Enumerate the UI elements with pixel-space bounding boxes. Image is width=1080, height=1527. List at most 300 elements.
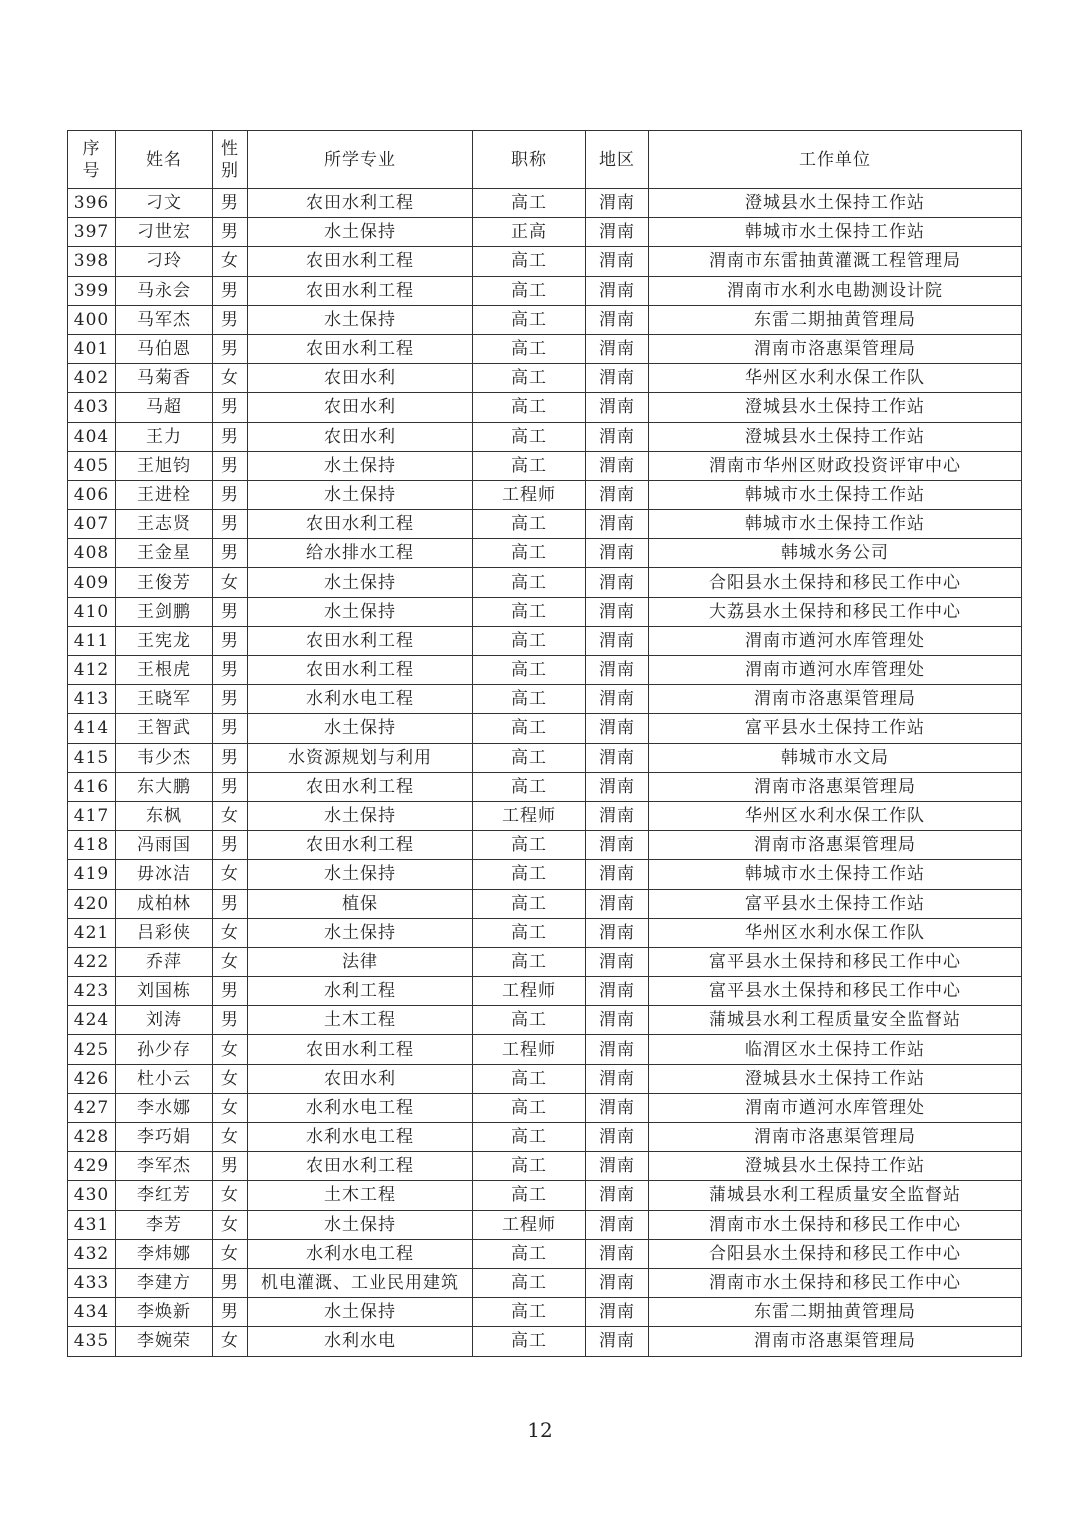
cell-unit: 渭南市洛惠渠管理局: [649, 831, 1022, 860]
table-row: [68, 801, 1022, 830]
cell-seq: 424: [68, 1006, 116, 1035]
cell-region: 渭南: [586, 1152, 649, 1181]
cell-gender: 男: [213, 276, 248, 305]
cell-major: 农田水利工程: [248, 626, 473, 655]
cell-name: 孙少存: [116, 1035, 213, 1064]
cell-major: 农田水利工程: [248, 510, 473, 539]
cell-gender: 男: [213, 539, 248, 568]
cell-gender: 男: [213, 334, 248, 363]
cell-region: 渭南: [586, 1327, 649, 1356]
cell-unit: 富平县水土保持和移民工作中心: [649, 977, 1022, 1006]
table-row: [68, 714, 1022, 743]
cell-title: 高工: [473, 626, 586, 655]
cell-unit: 渭南市遒河水库管理处: [649, 626, 1022, 655]
cell-seq: 414: [68, 714, 116, 743]
cell-region: 渭南: [586, 1210, 649, 1239]
cell-name: 吕彩侠: [116, 918, 213, 947]
cell-unit: 澄城县水土保持工作站: [649, 422, 1022, 451]
cell-unit: 渭南市洛惠渠管理局: [649, 1123, 1022, 1152]
col-header-name: 姓名: [116, 131, 213, 189]
cell-title: 工程师: [473, 801, 586, 830]
cell-title: 高工: [473, 276, 586, 305]
cell-name: 王剑鹏: [116, 597, 213, 626]
cell-gender: 女: [213, 568, 248, 597]
col-header-major: 所学专业: [248, 131, 473, 189]
cell-gender: 女: [213, 364, 248, 393]
cell-region: 渭南: [586, 1123, 649, 1152]
cell-region: 渭南: [586, 451, 649, 480]
cell-seq: 416: [68, 772, 116, 801]
table-row: [68, 1006, 1022, 1035]
cell-region: 渭南: [586, 714, 649, 743]
cell-name: 李芳: [116, 1210, 213, 1239]
cell-major: 水土保持: [248, 714, 473, 743]
cell-name: 李婉荣: [116, 1327, 213, 1356]
cell-title: 高工: [473, 1239, 586, 1268]
cell-name: 冯雨国: [116, 831, 213, 860]
cell-major: 农田水利工程: [248, 276, 473, 305]
cell-seq: 421: [68, 918, 116, 947]
cell-seq: 397: [68, 218, 116, 247]
cell-seq: 403: [68, 393, 116, 422]
cell-region: 渭南: [586, 218, 649, 247]
cell-gender: 女: [213, 1181, 248, 1210]
cell-name: 王晓军: [116, 685, 213, 714]
cell-seq: 396: [68, 189, 116, 218]
cell-major: 土木工程: [248, 1006, 473, 1035]
table-row: [68, 364, 1022, 393]
table-row: [68, 189, 1022, 218]
table-row: [68, 218, 1022, 247]
col-header-title: 职称: [473, 131, 586, 189]
table-row: [68, 334, 1022, 363]
cell-major: 农田水利工程: [248, 1152, 473, 1181]
cell-region: 渭南: [586, 918, 649, 947]
cell-seq: 400: [68, 305, 116, 334]
cell-seq: 404: [68, 422, 116, 451]
cell-unit: 渭南市洛惠渠管理局: [649, 334, 1022, 363]
cell-name: 乔萍: [116, 947, 213, 976]
cell-gender: 男: [213, 1006, 248, 1035]
cell-gender: 男: [213, 451, 248, 480]
cell-name: 东大鹏: [116, 772, 213, 801]
cell-unit: 蒲城县水利工程质量安全监督站: [649, 1006, 1022, 1035]
cell-region: 渭南: [586, 597, 649, 626]
cell-seq: 419: [68, 860, 116, 889]
cell-major: 水土保持: [248, 1210, 473, 1239]
cell-title: 工程师: [473, 1210, 586, 1239]
cell-title: 正高: [473, 218, 586, 247]
cell-seq: 430: [68, 1181, 116, 1210]
cell-unit: 东雷二期抽黄管理局: [649, 1298, 1022, 1327]
cell-major: 农田水利工程: [248, 334, 473, 363]
cell-title: 高工: [473, 568, 586, 597]
cell-region: 渭南: [586, 276, 649, 305]
cell-title: 高工: [473, 1064, 586, 1093]
cell-title: 高工: [473, 1268, 586, 1297]
cell-name: 王俊芳: [116, 568, 213, 597]
cell-unit: 华州区水利水保工作队: [649, 801, 1022, 830]
cell-title: 高工: [473, 831, 586, 860]
cell-major: 水土保持: [248, 597, 473, 626]
cell-unit: 富平县水土保持工作站: [649, 889, 1022, 918]
table-row: [68, 597, 1022, 626]
cell-major: 水利水电工程: [248, 1239, 473, 1268]
cell-name: 马永会: [116, 276, 213, 305]
cell-seq: 406: [68, 480, 116, 509]
cell-title: 工程师: [473, 977, 586, 1006]
cell-title: 高工: [473, 743, 586, 772]
cell-gender: 女: [213, 1093, 248, 1122]
cell-gender: 男: [213, 656, 248, 685]
cell-unit: 韩城市水土保持工作站: [649, 218, 1022, 247]
cell-region: 渭南: [586, 772, 649, 801]
cell-seq: 399: [68, 276, 116, 305]
cell-unit: 渭南市洛惠渠管理局: [649, 685, 1022, 714]
cell-gender: 男: [213, 743, 248, 772]
table-row: [68, 1210, 1022, 1239]
cell-title: 高工: [473, 947, 586, 976]
cell-region: 渭南: [586, 480, 649, 509]
cell-name: 王力: [116, 422, 213, 451]
cell-region: 渭南: [586, 510, 649, 539]
cell-seq: 435: [68, 1327, 116, 1356]
table-row: [68, 1035, 1022, 1064]
cell-title: 高工: [473, 1152, 586, 1181]
cell-name: 王志贤: [116, 510, 213, 539]
cell-name: 李军杰: [116, 1152, 213, 1181]
cell-seq: 408: [68, 539, 116, 568]
page-number: 12: [527, 1418, 553, 1442]
cell-seq: 431: [68, 1210, 116, 1239]
cell-title: 高工: [473, 539, 586, 568]
table-row: [68, 1268, 1022, 1297]
cell-region: 渭南: [586, 568, 649, 597]
cell-seq: 425: [68, 1035, 116, 1064]
table-row: [68, 889, 1022, 918]
cell-gender: 女: [213, 918, 248, 947]
cell-major: 农田水利工程: [248, 189, 473, 218]
cell-name: 李水娜: [116, 1093, 213, 1122]
cell-name: 李红芳: [116, 1181, 213, 1210]
cell-region: 渭南: [586, 1035, 649, 1064]
cell-seq: 402: [68, 364, 116, 393]
cell-name: 刁玲: [116, 247, 213, 276]
cell-name: 李巧娟: [116, 1123, 213, 1152]
cell-gender: 男: [213, 1152, 248, 1181]
cell-title: 高工: [473, 364, 586, 393]
cell-major: 农田水利工程: [248, 1035, 473, 1064]
cell-gender: 男: [213, 889, 248, 918]
cell-major: 水土保持: [248, 305, 473, 334]
cell-name: 李焕新: [116, 1298, 213, 1327]
cell-seq: 405: [68, 451, 116, 480]
table-row: [68, 451, 1022, 480]
cell-major: 水利水电工程: [248, 685, 473, 714]
table-row: [68, 568, 1022, 597]
cell-title: 高工: [473, 393, 586, 422]
table-row: [68, 1298, 1022, 1327]
cell-unit: 华州区水利水保工作队: [649, 918, 1022, 947]
cell-major: 法律: [248, 947, 473, 976]
cell-region: 渭南: [586, 1181, 649, 1210]
cell-title: 高工: [473, 860, 586, 889]
cell-seq: 411: [68, 626, 116, 655]
table-row: [68, 247, 1022, 276]
cell-unit: 渭南市华州区财政投资评审中心: [649, 451, 1022, 480]
cell-title: 高工: [473, 247, 586, 276]
cell-seq: 420: [68, 889, 116, 918]
cell-gender: 女: [213, 247, 248, 276]
cell-title: 高工: [473, 1006, 586, 1035]
cell-major: 农田水利工程: [248, 772, 473, 801]
cell-seq: 433: [68, 1268, 116, 1297]
cell-name: 王宪龙: [116, 626, 213, 655]
table-row: [68, 947, 1022, 976]
cell-title: 高工: [473, 597, 586, 626]
cell-unit: 韩城市水文局: [649, 743, 1022, 772]
cell-seq: 422: [68, 947, 116, 976]
cell-region: 渭南: [586, 685, 649, 714]
cell-name: 王金星: [116, 539, 213, 568]
cell-gender: 女: [213, 1239, 248, 1268]
cell-major: 农田水利: [248, 364, 473, 393]
cell-unit: 渭南市遒河水库管理处: [649, 656, 1022, 685]
cell-seq: 426: [68, 1064, 116, 1093]
cell-name: 马超: [116, 393, 213, 422]
cell-gender: 男: [213, 714, 248, 743]
cell-region: 渭南: [586, 1093, 649, 1122]
table-row: [68, 685, 1022, 714]
cell-gender: 男: [213, 831, 248, 860]
cell-unit: 澄城县水土保持工作站: [649, 189, 1022, 218]
cell-major: 给水排水工程: [248, 539, 473, 568]
personnel-table: [67, 130, 1022, 1357]
cell-major: 水土保持: [248, 1298, 473, 1327]
col-header-seq: 序号: [68, 131, 116, 189]
cell-title: 高工: [473, 685, 586, 714]
cell-region: 渭南: [586, 947, 649, 976]
table-row: [68, 1239, 1022, 1268]
cell-unit: 临渭区水土保持工作站: [649, 1035, 1022, 1064]
cell-name: 刁文: [116, 189, 213, 218]
cell-gender: 女: [213, 801, 248, 830]
cell-seq: 412: [68, 656, 116, 685]
cell-unit: 渭南市洛惠渠管理局: [649, 1327, 1022, 1356]
cell-major: 水土保持: [248, 218, 473, 247]
cell-seq: 413: [68, 685, 116, 714]
cell-major: 植保: [248, 889, 473, 918]
cell-name: 王根虎: [116, 656, 213, 685]
cell-gender: 男: [213, 218, 248, 247]
cell-unit: 合阳县水土保持和移民工作中心: [649, 1239, 1022, 1268]
cell-seq: 418: [68, 831, 116, 860]
cell-unit: 澄城县水土保持工作站: [649, 1064, 1022, 1093]
cell-gender: 男: [213, 393, 248, 422]
cell-name: 李炜娜: [116, 1239, 213, 1268]
cell-seq: 432: [68, 1239, 116, 1268]
cell-unit: 韩城市水土保持工作站: [649, 860, 1022, 889]
cell-major: 水土保持: [248, 568, 473, 597]
cell-major: 农田水利: [248, 1064, 473, 1093]
cell-unit: 东雷二期抽黄管理局: [649, 305, 1022, 334]
cell-title: 高工: [473, 656, 586, 685]
cell-seq: 407: [68, 510, 116, 539]
cell-major: 水土保持: [248, 860, 473, 889]
cell-title: 高工: [473, 334, 586, 363]
cell-major: 水土保持: [248, 801, 473, 830]
table-row: [68, 977, 1022, 1006]
cell-title: 高工: [473, 772, 586, 801]
cell-major: 水利水电工程: [248, 1123, 473, 1152]
cell-name: 马伯恩: [116, 334, 213, 363]
cell-region: 渭南: [586, 1268, 649, 1297]
cell-gender: 男: [213, 685, 248, 714]
cell-gender: 女: [213, 1327, 248, 1356]
cell-name: 杜小云: [116, 1064, 213, 1093]
cell-name: 刘涛: [116, 1006, 213, 1035]
cell-gender: 女: [213, 1064, 248, 1093]
cell-region: 渭南: [586, 801, 649, 830]
cell-gender: 女: [213, 860, 248, 889]
cell-gender: 男: [213, 189, 248, 218]
cell-gender: 女: [213, 1123, 248, 1152]
cell-unit: 渭南市遒河水库管理处: [649, 1093, 1022, 1122]
cell-major: 机电灌溉、工业民用建筑: [248, 1268, 473, 1297]
cell-major: 农田水利: [248, 393, 473, 422]
cell-unit: 富平县水土保持工作站: [649, 714, 1022, 743]
cell-unit: 渭南市水土保持和移民工作中心: [649, 1268, 1022, 1297]
cell-title: 高工: [473, 305, 586, 334]
cell-region: 渭南: [586, 656, 649, 685]
cell-title: 高工: [473, 1181, 586, 1210]
table-row: [68, 1181, 1022, 1210]
cell-unit: 蒲城县水利工程质量安全监督站: [649, 1181, 1022, 1210]
cell-title: 高工: [473, 1298, 586, 1327]
cell-gender: 男: [213, 510, 248, 539]
cell-gender: 女: [213, 947, 248, 976]
cell-unit: 合阳县水土保持和移民工作中心: [649, 568, 1022, 597]
cell-name: 刘国栋: [116, 977, 213, 1006]
cell-title: 工程师: [473, 1035, 586, 1064]
cell-unit: 韩城市水土保持工作站: [649, 480, 1022, 509]
cell-unit: 韩城水务公司: [649, 539, 1022, 568]
cell-unit: 渭南市水利水电勘测设计院: [649, 276, 1022, 305]
cell-seq: 427: [68, 1093, 116, 1122]
cell-unit: 渭南市水土保持和移民工作中心: [649, 1210, 1022, 1239]
cell-gender: 男: [213, 480, 248, 509]
table-row: [68, 860, 1022, 889]
cell-title: 高工: [473, 1123, 586, 1152]
cell-name: 刁世宏: [116, 218, 213, 247]
cell-name: 王进栓: [116, 480, 213, 509]
cell-gender: 男: [213, 977, 248, 1006]
table-row: [68, 1152, 1022, 1181]
cell-major: 农田水利工程: [248, 831, 473, 860]
cell-title: 高工: [473, 1327, 586, 1356]
cell-title: 工程师: [473, 480, 586, 509]
cell-region: 渭南: [586, 189, 649, 218]
cell-major: 农田水利工程: [248, 247, 473, 276]
cell-unit: 澄城县水土保持工作站: [649, 1152, 1022, 1181]
cell-seq: 423: [68, 977, 116, 1006]
cell-major: 水资源规划与利用: [248, 743, 473, 772]
cell-unit: 韩城市水土保持工作站: [649, 510, 1022, 539]
cell-seq: 415: [68, 743, 116, 772]
cell-name: 韦少杰: [116, 743, 213, 772]
cell-gender: 女: [213, 1035, 248, 1064]
cell-region: 渭南: [586, 334, 649, 363]
table-row: [68, 422, 1022, 451]
cell-seq: 417: [68, 801, 116, 830]
cell-major: 农田水利: [248, 422, 473, 451]
cell-region: 渭南: [586, 539, 649, 568]
cell-seq: 410: [68, 597, 116, 626]
table-row: [68, 831, 1022, 860]
cell-region: 渭南: [586, 1006, 649, 1035]
cell-title: 高工: [473, 889, 586, 918]
cell-region: 渭南: [586, 422, 649, 451]
table-row: [68, 539, 1022, 568]
cell-seq: 401: [68, 334, 116, 363]
table-row: [68, 1093, 1022, 1122]
table-row: [68, 276, 1022, 305]
cell-unit: 澄城县水土保持工作站: [649, 393, 1022, 422]
cell-title: 高工: [473, 1093, 586, 1122]
cell-region: 渭南: [586, 626, 649, 655]
table-row: [68, 1123, 1022, 1152]
table-row: [68, 480, 1022, 509]
table-row: [68, 772, 1022, 801]
cell-major: 水利工程: [248, 977, 473, 1006]
cell-title: 高工: [473, 714, 586, 743]
cell-major: 土木工程: [248, 1181, 473, 1210]
cell-name: 毋冰洁: [116, 860, 213, 889]
cell-title: 高工: [473, 918, 586, 947]
cell-unit: 渭南市洛惠渠管理局: [649, 772, 1022, 801]
col-header-region: 地区: [586, 131, 649, 189]
cell-region: 渭南: [586, 1298, 649, 1327]
table-row: [68, 1327, 1022, 1356]
cell-region: 渭南: [586, 977, 649, 1006]
cell-name: 王智武: [116, 714, 213, 743]
col-header-unit: 工作单位: [649, 131, 1022, 189]
cell-region: 渭南: [586, 305, 649, 334]
cell-region: 渭南: [586, 364, 649, 393]
table-row: [68, 626, 1022, 655]
cell-region: 渭南: [586, 831, 649, 860]
cell-major: 水土保持: [248, 480, 473, 509]
cell-region: 渭南: [586, 1239, 649, 1268]
cell-title: 高工: [473, 451, 586, 480]
table-row: [68, 1064, 1022, 1093]
cell-region: 渭南: [586, 1064, 649, 1093]
cell-gender: 男: [213, 597, 248, 626]
cell-title: 高工: [473, 189, 586, 218]
table-row: [68, 743, 1022, 772]
cell-name: 成柏林: [116, 889, 213, 918]
cell-unit: 富平县水土保持和移民工作中心: [649, 947, 1022, 976]
cell-name: 东枫: [116, 801, 213, 830]
cell-region: 渭南: [586, 889, 649, 918]
cell-seq: 398: [68, 247, 116, 276]
cell-unit: 华州区水利水保工作队: [649, 364, 1022, 393]
cell-gender: 女: [213, 1210, 248, 1239]
table-row: [68, 393, 1022, 422]
cell-name: 王旭钧: [116, 451, 213, 480]
col-header-gender: 性别: [213, 131, 248, 189]
table-header-row: [68, 131, 1022, 189]
